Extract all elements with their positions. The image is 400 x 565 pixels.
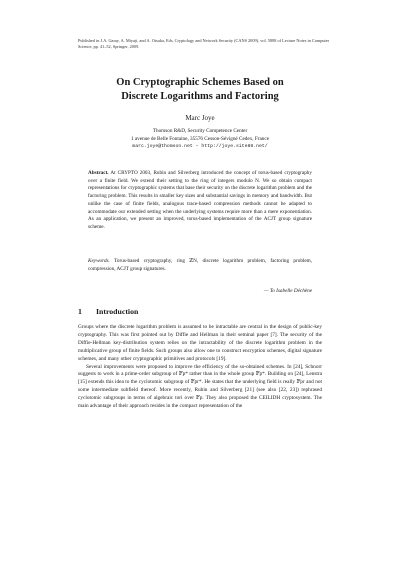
section-title: Introduction	[96, 307, 139, 316]
publication-note: Published in J.A. Garay, A. Miyaji, and A. Otsuka, Eds, Cryptology and Network Security (CANS 2009), vol. 5888 of Lecture Notes in Computer Science, pp. 41–52, Springer, 2009.	[78, 38, 330, 49]
author-name: Marc Joye	[185, 114, 215, 122]
dedication: — To Isabelle Déchène	[263, 288, 312, 294]
affiliation	[90, 128, 310, 151]
keywords-text: Torus-based cryptography, ring ℤN, discrete logarithm problem, factoring problem, compression, ACJT group signatures.	[88, 258, 312, 272]
paper-title	[60, 76, 340, 104]
abstract	[88, 170, 312, 232]
section-body	[78, 324, 322, 411]
keywords-label: Keywords.	[88, 258, 110, 264]
body-paragraph-2: Several improvements were proposed to improve the efficiency of the so-obtained schemes. In [24], Schnorr suggests to work in a prime-order subgroup of 𝔽p* rather than in the whole group 𝔽p*. Building on [24], Lenstra [15] extends this idea to the cyclotomic subgroup of 𝔽pr*. He states that the underlying field is really 𝔽pr and not some intermediate subfield thereof. More recently, Rubin and Silverberg [21] (see also [22, 23]) rephrased cyclotomic subgroups in terms of algebraic tori over 𝔽p. They also proposed the CEILIDH cryptosystem. The main advantage of their approach resides in the compact representation of the	[78, 363, 322, 410]
affiliation-line-2: 1 avenue de Belle Fontaine, 35576 Cesson-Sévigné Cedex, France	[130, 135, 269, 142]
title-line-1: On Cryptographic Schemes Based on	[116, 77, 284, 88]
abstract-label: Abstract.	[88, 170, 109, 176]
keywords	[88, 258, 312, 273]
affiliation-line-1: Thomson R&D, Security Competence Center	[152, 128, 248, 134]
section-number: 1	[78, 307, 82, 316]
title-line-2: Discrete Logarithms and Factoring	[121, 91, 279, 102]
author-contact: marc.joye@thomson.net – http://joye.site88.net/	[132, 144, 268, 149]
section-heading	[78, 307, 322, 316]
abstract-text: At CRYPTO 2003, Rubin and Silverberg introduced the concept of torus-based cryptography over a finite field. We extend their setting to the ring of integers modulo N. We so obtain compact representations for cryptographic systems that base their security on the discrete logarithm problem and the factoring problem. This results in smaller key sizes and substantial savings in memory and bandwidth. But unlike the case of finite fields, analogous trace-based compression methods cannot be adapted to accommodate our extended setting when the underlying systems require more than a mere exponentiation. As an application, we present an improved, torus-based implementation of the ACJT group signature scheme.	[88, 170, 312, 230]
body-paragraph-1: Groups where the discrete logarithm problem is assumed to be intractable are central in the design of public-key cryptography. This was first pointed out by Diffie and Hellman in their seminal paper [7]. The security of the Diffie-Hellman key-distribution system relies on the intractability of the discrete logarithm problem in the multiplicative group of finite fields. Such groups also allow one to construct encryption schemes, digital signature schemes, and many other cryptographic primitives and protocols [19].	[78, 324, 322, 362]
